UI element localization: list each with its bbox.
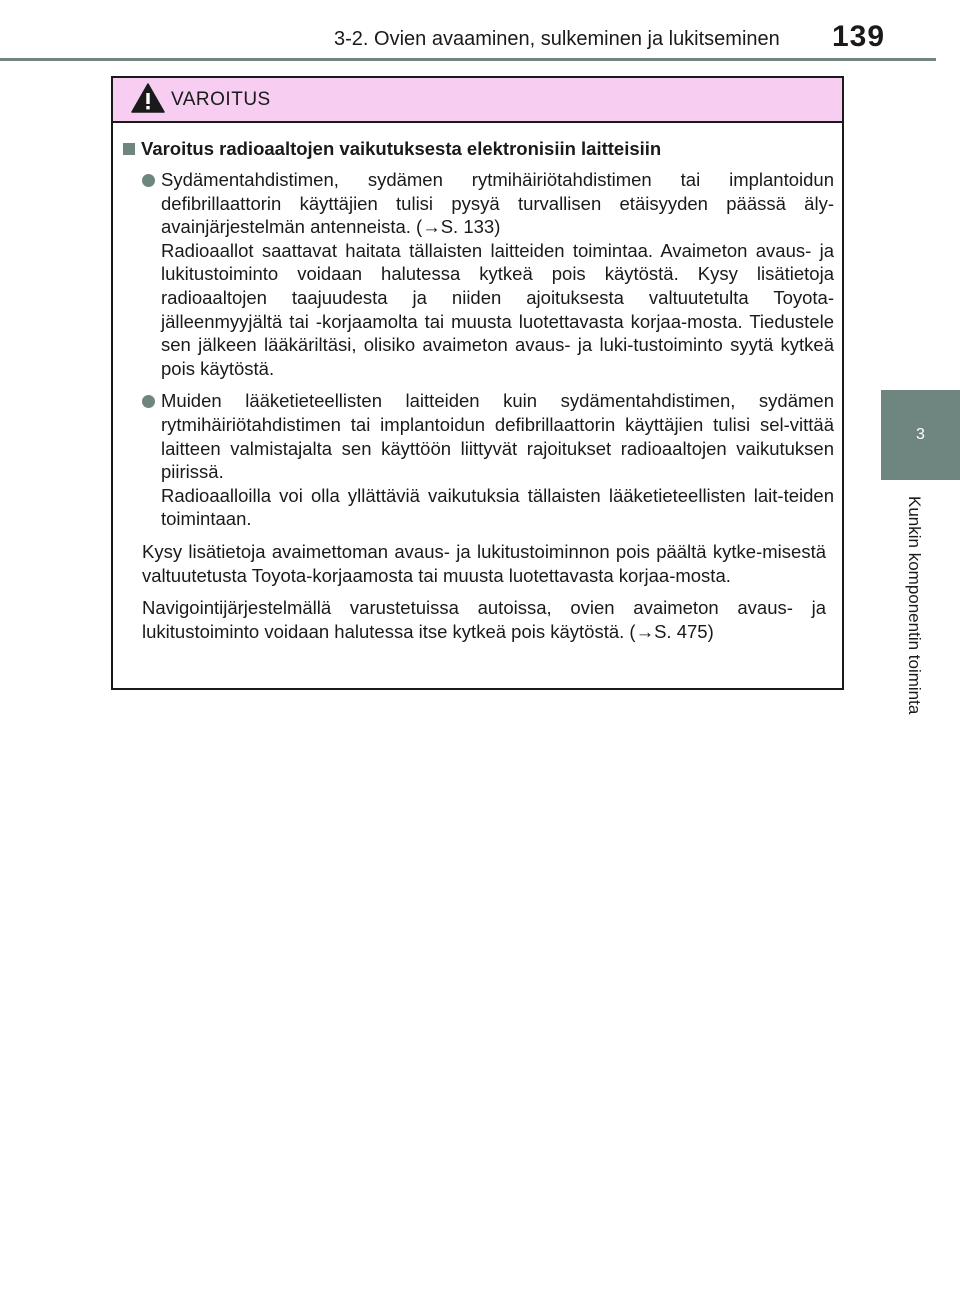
bullet-item-medical-devices [123, 389, 834, 531]
warning-content [113, 123, 842, 643]
info-paragraph: Navigointijärjestelmällä varustetuissa autoissa, ovien avaimeton avaus- ja lukitustoiminto voidaan halutessa itse kytkeä pois käytöstä. (→S. 475) [142, 597, 826, 642]
warning-triangle-icon [131, 83, 165, 118]
header-title: 3-2. Ovien avaaminen, sulkeminen ja lukitseminen [334, 28, 780, 50]
chapter-tab[interactable] [881, 390, 960, 480]
info-paragraph: Kysy lisätietoja avaimettoman avaus- ja lukitustoiminnon pois päältä kytke-misestä valtuutetusta Toyota-korjaamosta tai muusta luotettavasta korjaa-mosta. [142, 540, 826, 586]
bullet-dot-icon [142, 395, 155, 408]
section-heading [123, 138, 834, 160]
chapter-title: Kunkin komponentin toiminta [905, 496, 924, 715]
section-title: Varoitus radioaaltojen vaikutuksesta elektronisiin laitteisiin [141, 138, 662, 159]
warning-box [111, 76, 844, 690]
chapter-number: 3 [916, 426, 925, 443]
bullet-item-pacemaker [123, 168, 834, 380]
page-number: 139 [832, 20, 886, 53]
bullet-paragraph: Radioaallot saattavat haitata tällaisten laitteiden toimintaa. Avaimeton avaus- ja lukitustoiminto voidaan halutessa kytkeä pois käytöstä. Kysy lisätietoja radioaaltojen taajuudesta ja niiden ajoituksesta valtuutetulta Toyota-jälleenmyyjältä tai -korjaamolta tai muusta luotettavasta korjaa-mosta. Tiedustele sen jälkeen lääkäriltäsi, olisiko avaimeton avaus- ja luki-tustoiminto syytä kytkeä pois käytöstä. [161, 239, 834, 379]
square-bullet-icon [123, 143, 135, 155]
bullet-paragraph: Radioaalloilla voi olla yllättäviä vaikutuksia tällaisten lääketieteellisten lait-teiden toimintaan. [161, 484, 834, 530]
warning-label: VAROITUS [171, 88, 271, 110]
bullet-paragraph: Sydämentahdistimen, sydämen rytmihäiriötahdistimen tai implantoidun defibrillaattorin käyttäjien tulisi pysyä turvallisen etäisyyden päässä äly-avainjärjestelmän antenneista. (→S. 133) [161, 169, 834, 238]
warning-header [113, 78, 842, 123]
header-divider [0, 58, 936, 61]
bullet-paragraph: Muiden lääketieteellisten laitteiden kuin sydämentahdistimen, sydämen rytmihäiriötahdistimen tai implantoidun defibrillaattorin käyttäjien tulisi sel-vittää laitteen valmistajalta sen käyttöön liittyvät rajoitukset radioaaltojen vaikutuksen piirissä. [161, 390, 834, 483]
bullet-dot-icon [142, 174, 155, 187]
